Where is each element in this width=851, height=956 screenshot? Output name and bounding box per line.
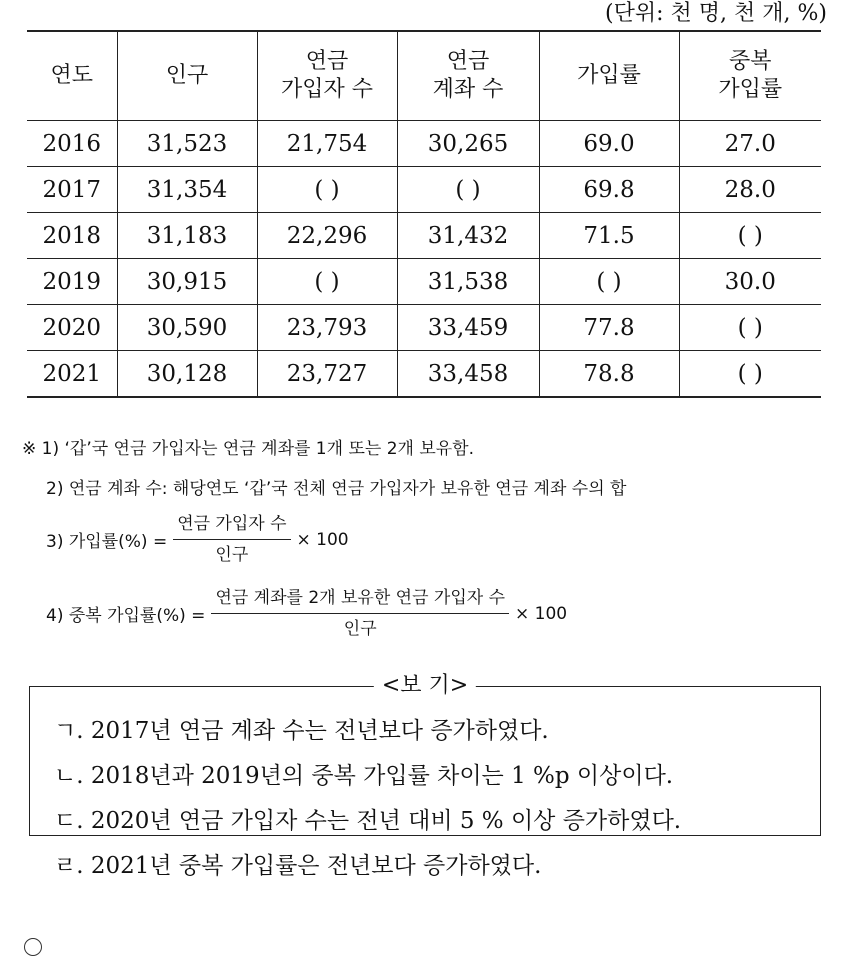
cell-year: 2019 (27, 259, 117, 305)
cell-population: 30,590 (117, 305, 257, 351)
data-table (27, 30, 821, 398)
formula-3-lhs: 3) 가입률(%) = (46, 532, 168, 552)
cell-accounts: 31,432 (397, 213, 539, 259)
header-accounts: 연금 계좌 수 (397, 31, 539, 121)
bogi-item[interactable]: ㄹ. 2021년 중복 가입률은 전년보다 증가하였다. (54, 853, 542, 879)
cell-accounts: 31,538 (397, 259, 539, 305)
cell-population: 30,915 (117, 259, 257, 305)
cell-dup-rate: ( ) (679, 351, 821, 398)
cell-subscribers: ( ) (257, 259, 397, 305)
answer-choice-circle-icon[interactable] (24, 938, 42, 956)
cell-rate: 69.0 (539, 121, 679, 167)
formula-3-numerator: 연금 가입자 수 (173, 512, 290, 540)
cell-dup-rate: 27.0 (679, 121, 821, 167)
table-row (27, 213, 821, 259)
cell-subscribers: ( ) (257, 167, 397, 213)
footnote-1: ※ 1) ‘갑’국 연금 가입자는 연금 계좌를 1개 또는 2개 보유함. (22, 439, 475, 459)
formula-3-denominator: 인구 (215, 545, 249, 565)
table-row (27, 305, 821, 351)
cell-subscribers: 22,296 (257, 213, 397, 259)
cell-accounts: 30,265 (397, 121, 539, 167)
bogi-item[interactable]: ㄱ. 2017년 연금 계좌 수는 전년보다 증가하였다. (54, 718, 549, 744)
bogi-list (54, 709, 681, 889)
table-header-row (27, 31, 821, 121)
header-subscribers: 연금 가입자 수 (257, 31, 397, 121)
cell-year: 2020 (27, 305, 117, 351)
cell-accounts: ( ) (397, 167, 539, 213)
cell-rate: ( ) (539, 259, 679, 305)
table-row (27, 121, 821, 167)
formula-3-multiplier: × 100 (296, 529, 349, 550)
footnote-3-formula (46, 512, 349, 567)
cell-rate: 77.8 (539, 305, 679, 351)
cell-dup-rate: ( ) (679, 305, 821, 351)
footnote-2: 2) 연금 계좌 수: 해당연도 ‘갑’국 전체 연금 가입자가 보유한 연금 계좌 수의 합 (46, 479, 627, 499)
cell-rate: 71.5 (539, 213, 679, 259)
cell-population: 31,183 (117, 213, 257, 259)
cell-dup-rate: 28.0 (679, 167, 821, 213)
cell-population: 30,128 (117, 351, 257, 398)
formula-4-fraction (211, 586, 509, 641)
bogi-item[interactable]: ㄴ. 2018년과 2019년의 중복 가입률 차이는 1 %p 이상이다. (54, 763, 674, 789)
bogi-box (29, 673, 821, 879)
cell-accounts: 33,458 (397, 351, 539, 398)
cell-year: 2016 (27, 121, 117, 167)
header-dup-rate: 중복 가입률 (679, 31, 821, 121)
cell-accounts: 33,459 (397, 305, 539, 351)
cell-dup-rate: 30.0 (679, 259, 821, 305)
table-row (27, 351, 821, 398)
cell-year: 2017 (27, 167, 117, 213)
cell-population: 31,354 (117, 167, 257, 213)
cell-year: 2021 (27, 351, 117, 398)
formula-4-lhs: 4) 중복 가입률(%) = (46, 606, 206, 626)
formula-4-multiplier: × 100 (515, 603, 568, 624)
header-rate: 가입률 (539, 31, 679, 121)
unit-label: (단위: 천 명, 천 개, %) (605, 1, 827, 26)
cell-population: 31,523 (117, 121, 257, 167)
table-row (27, 167, 821, 213)
formula-4-numerator: 연금 계좌를 2개 보유한 연금 가입자 수 (211, 586, 509, 614)
cell-subscribers: 23,727 (257, 351, 397, 398)
header-population: 인구 (117, 31, 257, 121)
bogi-title: <보 기> (374, 671, 476, 701)
cell-rate: 78.8 (539, 351, 679, 398)
cell-dup-rate: ( ) (679, 213, 821, 259)
cell-year: 2018 (27, 213, 117, 259)
cell-rate: 69.8 (539, 167, 679, 213)
formula-4-denominator: 인구 (343, 619, 377, 639)
table-row (27, 259, 821, 305)
header-year: 연도 (27, 31, 117, 121)
footnote-4-formula (46, 586, 567, 641)
cell-subscribers: 21,754 (257, 121, 397, 167)
bogi-item[interactable]: ㄷ. 2020년 연금 가입자 수는 전년 대비 5 % 이상 증가하였다. (54, 808, 682, 834)
cell-subscribers: 23,793 (257, 305, 397, 351)
formula-3-fraction (173, 512, 290, 567)
